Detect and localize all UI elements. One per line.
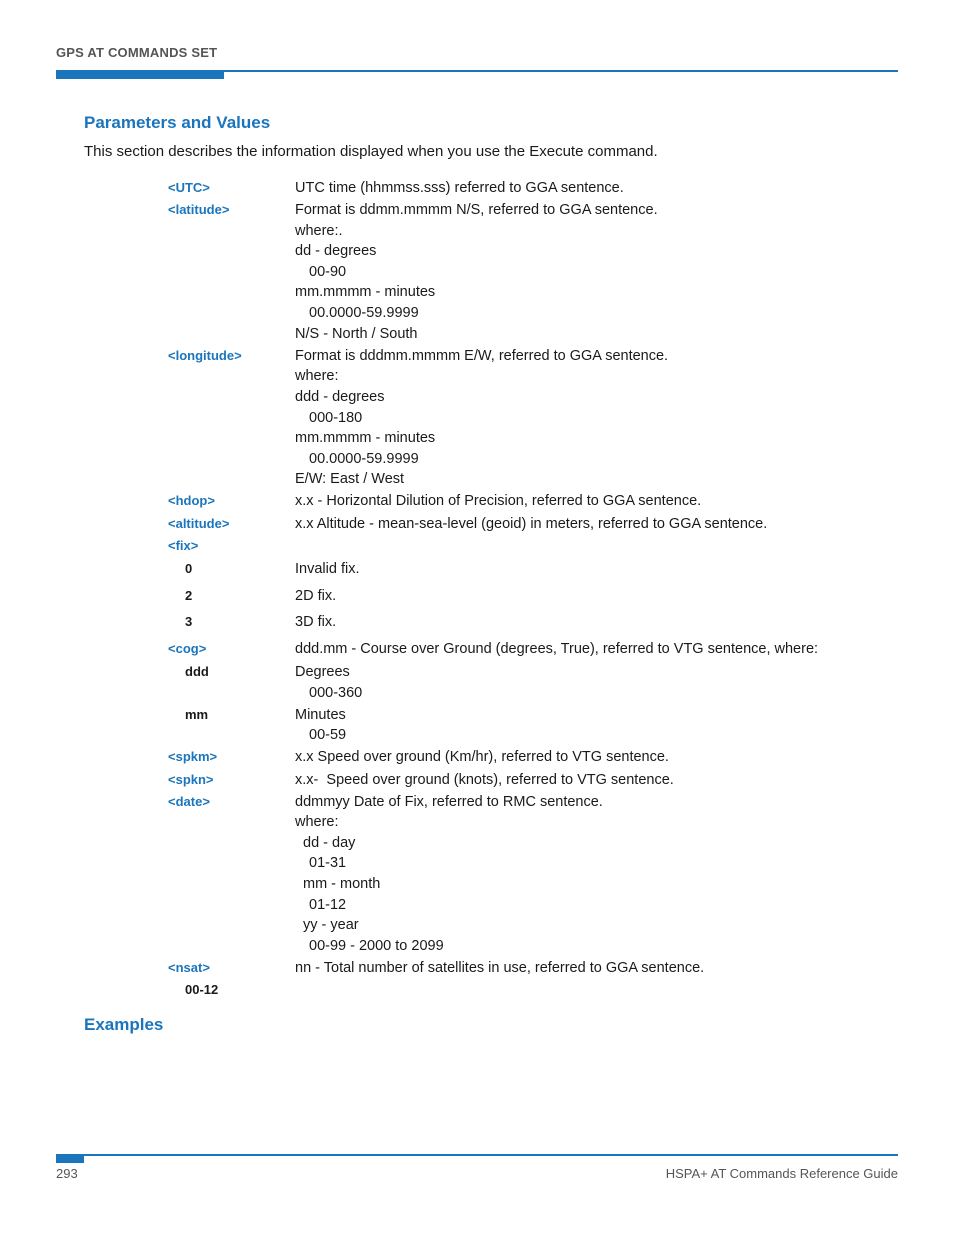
parameter-row [168,612,868,637]
description-line: 00-90 [309,263,347,280]
parameter-row [168,491,868,512]
description-line: ddd.mm - Course over Ground (degrees, True), referred to VTG sentence, where: [295,640,819,657]
description-line: x.x Speed over ground (Km/hr), referred to VTG sentence. [295,749,669,766]
parameter-description [295,200,868,344]
description-line: 00.0000-59.9999 [309,305,419,322]
page-number: 293 [56,1166,78,1181]
footer-rule [56,1154,898,1156]
description-line: x.x - Horizontal Dilution of Precision, referred to GGA sentence. [295,493,702,510]
description-line: 01-12 [309,896,347,913]
description-line: dd - day [303,834,356,851]
parameter-row [168,559,868,584]
parameter-name: <nsat> [168,959,210,975]
parameter-list [168,178,868,1004]
parameter-value-label: ddd [185,664,209,680]
description-line: Format is dddmm.mmmm E/W, referred to GGA sentence. [295,347,669,364]
parameter-row [168,514,868,535]
description-line: x.x Altitude - mean-sea-level (geoid) in meters, referred to GGA sentence. [295,515,768,532]
parameter-description [295,612,868,633]
parameter-name: <latitude> [168,202,230,218]
parameter-value-label: 0 [185,561,193,577]
parameter-name: <spkn> [168,771,214,787]
parameter-name: <UTC> [168,180,210,195]
parameter-description [295,792,868,957]
description-line: Minutes [295,706,346,723]
parameter-description [295,747,868,768]
parameter-name: <spkm> [168,749,218,765]
description-line: dd - degrees [295,243,377,260]
description-line: mm.mmmm - minutes [295,284,436,301]
parameter-description [295,586,868,607]
parameter-value-label: 2 [185,587,193,603]
header-rule-accent [56,71,224,79]
description-line: 00-59 [309,727,347,744]
parameter-description [295,491,868,512]
description-line: Degrees [295,664,350,681]
description-line: 000-180 [309,409,363,426]
parameter-row [168,178,868,199]
document-title: HSPA+ AT Commands Reference Guide [665,1166,898,1181]
description-line: 000-360 [309,684,363,701]
parameter-name: <cog> [168,640,207,656]
parameter-row [168,200,868,344]
description-line: UTC time (hhmmss.sss) referred to GGA sentence. [295,180,624,196]
description-line: 2D fix. [295,587,337,604]
parameter-description [295,770,868,791]
description-line: where:. [295,222,343,239]
parameter-description [295,639,868,660]
section-intro: This section describes the information displayed when you use the Execute command. [84,143,658,160]
parameter-row [168,747,868,768]
description-line: yy - year [303,917,359,934]
parameter-name: <altitude> [168,515,230,531]
parameter-row [168,980,868,1002]
description-line: nn - Total number of satellites in use, referred to GGA sentence. [295,959,705,976]
parameter-description [295,980,868,1000]
parameter-description [295,662,868,703]
description-line: 01-31 [309,855,347,872]
parameter-description [295,178,868,199]
description-line: ddmmyy Date of Fix, referred to RMC sentence. [295,793,603,810]
parameter-value-label: mm [185,706,209,722]
parameter-row [168,586,868,611]
parameter-value-label: 00-12 [185,982,219,997]
parameter-row [168,958,868,979]
description-line: N/S - North / South [295,325,418,342]
parameter-description [295,559,868,580]
parameter-value-label: 3 [185,614,193,630]
page-header-title: GPS AT COMMANDS SET [56,45,218,60]
parameter-row [168,662,868,703]
parameter-name: <date> [168,793,210,809]
parameter-row [168,770,868,791]
description-line: 00-99 - 2000 to 2099 [309,937,444,954]
description-line: mm.mmmm - minutes [295,430,436,447]
description-line: where: [295,814,339,831]
examples-heading: Examples [84,1015,164,1034]
description-line: Invalid fix. [295,561,360,578]
parameter-name: <longitude> [168,347,242,363]
parameter-name: <fix> [168,537,199,553]
parameter-description [295,514,868,535]
section-heading: Parameters and Values [84,113,271,132]
description-line: Format is ddmm.mmmm N/S, referred to GGA sentence. [295,202,658,219]
parameter-row [168,536,868,558]
parameter-name: <hdop> [168,493,215,509]
description-line: 00.0000-59.9999 [309,450,419,467]
description-line: ddd - degrees [295,388,385,405]
description-line: x.x- Speed over ground (knots), referred to VTG sentence. [295,771,674,788]
parameter-row [168,705,868,746]
footer-rule-accent [56,1155,84,1163]
parameter-description [295,705,868,746]
parameter-row [168,639,868,661]
description-line: mm - month [303,876,381,893]
parameter-description [295,346,868,490]
parameter-description [295,536,868,556]
description-line: 3D fix. [295,614,337,631]
parameter-description [295,958,868,979]
description-line: E/W: East / West [295,471,405,488]
parameter-row [168,792,868,957]
parameter-row [168,346,868,490]
description-line: where: [295,368,339,385]
